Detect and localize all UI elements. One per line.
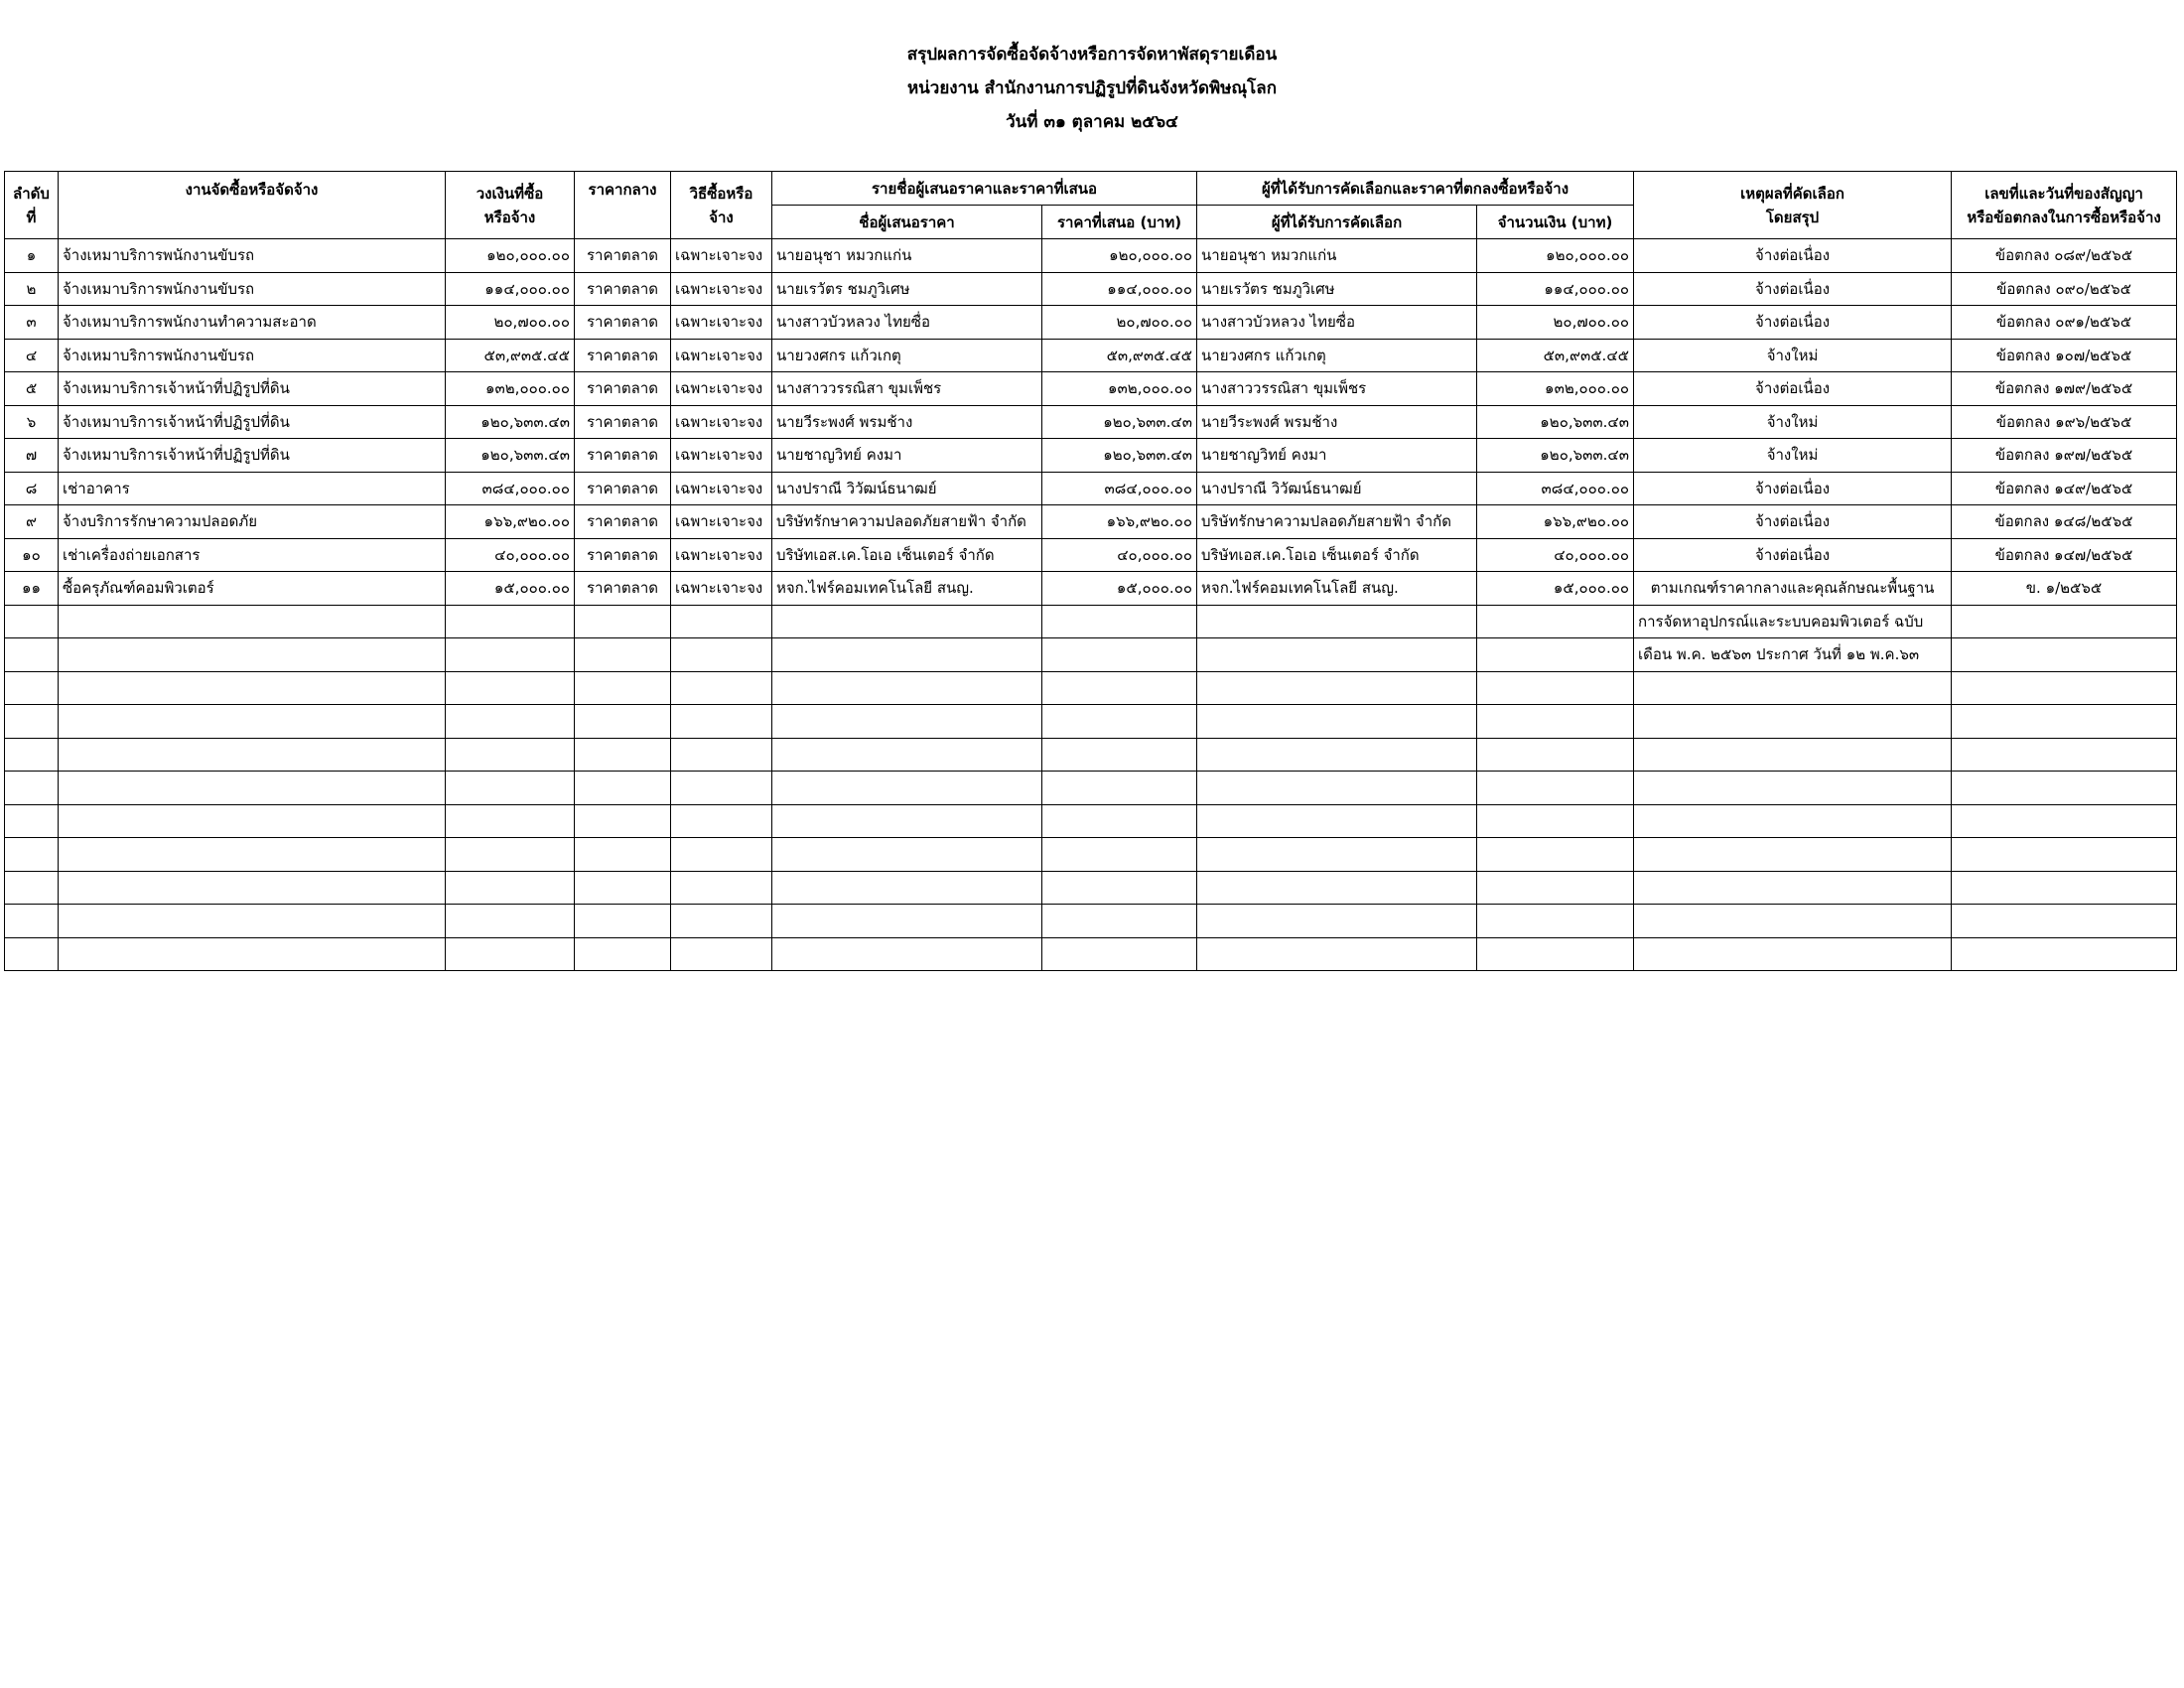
cell-amount: ๔๐,๐๐๐.๐๐ <box>1477 538 1634 572</box>
cell-median-price: ราคาตลาด <box>575 272 671 306</box>
cell-bid-price <box>1042 772 1197 805</box>
cell-contract: ข้อตกลง ๑๔๙/๒๕๖๕ <box>1952 472 2177 505</box>
cell-winner-name: นายวงศกร แก้วเกตุ <box>1197 339 1477 372</box>
cell-winner-name: นายเรวัตร ชมภูวิเศษ <box>1197 272 1477 306</box>
cell-amount: ๑๒๐,๖๓๓.๔๓ <box>1477 405 1634 439</box>
table-row <box>5 838 2177 872</box>
cell-median-price <box>575 605 671 638</box>
col-header-bid-price: ราคาที่เสนอ (บาท) <box>1042 206 1197 239</box>
cell-method: เฉพาะเจาะจง <box>671 306 772 340</box>
cell-contract <box>1952 772 2177 805</box>
col-header-median-price: ราคากลาง <box>575 172 671 239</box>
cell-amount <box>1477 937 1634 971</box>
cell-reason: จ้างใหม่ <box>1634 405 1952 439</box>
cell-bid-price: ๔๐,๐๐๐.๐๐ <box>1042 538 1197 572</box>
cell-method: เฉพาะเจาะจง <box>671 239 772 273</box>
cell-bidder-name: นายชาญวิทย์ คงมา <box>772 439 1042 473</box>
cell-bid-price <box>1042 671 1197 705</box>
cell-winner-name <box>1197 772 1477 805</box>
table-row <box>5 905 2177 938</box>
table-row <box>5 439 2177 473</box>
cell-median-price <box>575 638 671 672</box>
cell-median-price <box>575 871 671 905</box>
table-row <box>5 772 2177 805</box>
cell-bid-price <box>1042 871 1197 905</box>
cell-method: เฉพาะเจาะจง <box>671 439 772 473</box>
cell-bid-price: ๑๓๒,๐๐๐.๐๐ <box>1042 372 1197 406</box>
cell-median-price: ราคาตลาด <box>575 339 671 372</box>
cell-method: เฉพาะเจาะจง <box>671 372 772 406</box>
cell-no: ๔ <box>5 339 59 372</box>
cell-bidder-name: นายวีระพงศ์ พรมช้าง <box>772 405 1042 439</box>
cell-work <box>59 705 446 739</box>
cell-winner-name: บริษัทเอส.เค.โอเอ เซ็นเตอร์ จำกัด <box>1197 538 1477 572</box>
table-row <box>5 572 2177 606</box>
cell-budget <box>446 905 575 938</box>
col-header-winner-name: ผู้ที่ได้รับการคัดเลือก <box>1197 206 1477 239</box>
cell-budget <box>446 804 575 838</box>
cell-method: เฉพาะเจาะจง <box>671 538 772 572</box>
cell-bid-price: ๓๘๔,๐๐๐.๐๐ <box>1042 472 1197 505</box>
cell-winner-name <box>1197 638 1477 672</box>
cell-median-price: ราคาตลาด <box>575 505 671 539</box>
cell-budget: ๑๖๖,๙๒๐.๐๐ <box>446 505 575 539</box>
table-row <box>5 272 2177 306</box>
cell-no <box>5 871 59 905</box>
cell-reason <box>1634 937 1952 971</box>
cell-bidder-name <box>772 738 1042 772</box>
cell-bidder-name: นายวงศกร แก้วเกตุ <box>772 339 1042 372</box>
cell-winner-name: นายชาญวิทย์ คงมา <box>1197 439 1477 473</box>
cell-median-price: ราคาตลาด <box>575 472 671 505</box>
cell-reason: จ้างต่อเนื่อง <box>1634 505 1952 539</box>
table-row <box>5 472 2177 505</box>
cell-amount <box>1477 605 1634 638</box>
cell-contract: ข้อตกลง ๑๔๘/๒๕๖๕ <box>1952 505 2177 539</box>
cell-no: ๘ <box>5 472 59 505</box>
cell-reason: ตามเกณฑ์ราคากลางและคุณลักษณะพื้นฐาน <box>1634 572 1952 606</box>
cell-amount: ๑๑๔,๐๐๐.๐๐ <box>1477 272 1634 306</box>
col-header-method: วิธีซื้อหรือ จ้าง <box>671 172 772 239</box>
cell-amount <box>1477 838 1634 872</box>
cell-no: ๗ <box>5 439 59 473</box>
cell-bidder-name: นายอนุชา หมวกแก่น <box>772 239 1042 273</box>
cell-budget <box>446 937 575 971</box>
cell-method <box>671 738 772 772</box>
cell-work <box>59 671 446 705</box>
cell-no <box>5 605 59 638</box>
cell-contract <box>1952 905 2177 938</box>
cell-method: เฉพาะเจาะจง <box>671 505 772 539</box>
cell-work: จ้างเหมาบริการเจ้าหน้าที่ปฏิรูปที่ดิน <box>59 439 446 473</box>
cell-work <box>59 638 446 672</box>
cell-work <box>59 772 446 805</box>
table-row <box>5 937 2177 971</box>
cell-work <box>59 838 446 872</box>
cell-winner-name: หจก.ไฟร์คอมเทคโนโลยี สนญ. <box>1197 572 1477 606</box>
cell-no <box>5 838 59 872</box>
table-row <box>5 705 2177 739</box>
cell-budget: ๑๓๒,๐๐๐.๐๐ <box>446 372 575 406</box>
cell-bid-price <box>1042 804 1197 838</box>
cell-winner-name: นางสาววรรณิสา ขุมเพ็ชร <box>1197 372 1477 406</box>
cell-contract: ข้อตกลง ๐๙๑/๒๕๖๕ <box>1952 306 2177 340</box>
cell-bidder-name <box>772 605 1042 638</box>
cell-contract <box>1952 937 2177 971</box>
cell-winner-name: นางปราณี วิวัฒน์ธนาฒย์ <box>1197 472 1477 505</box>
cell-median-price: ราคาตลาด <box>575 405 671 439</box>
table-row <box>5 538 2177 572</box>
cell-budget: ๑๒๐,๐๐๐.๐๐ <box>446 239 575 273</box>
cell-bidder-name <box>772 905 1042 938</box>
cell-bid-price <box>1042 605 1197 638</box>
cell-winner-name <box>1197 905 1477 938</box>
cell-work: จ้างเหมาบริการพนักงานขับรถ <box>59 339 446 372</box>
cell-winner-name <box>1197 671 1477 705</box>
cell-amount <box>1477 772 1634 805</box>
table-row <box>5 372 2177 406</box>
cell-bid-price <box>1042 838 1197 872</box>
col-header-bidders-group: รายชื่อผู้เสนอราคาและราคาที่เสนอ <box>772 172 1197 206</box>
cell-reason: เดือน พ.ค. ๒๕๖๓ ประกาศ วันที่ ๑๒ พ.ค.๖๓ <box>1634 638 1952 672</box>
cell-method: เฉพาะเจาะจง <box>671 472 772 505</box>
table-header <box>5 172 2177 239</box>
cell-median-price: ราคาตลาด <box>575 439 671 473</box>
cell-no: ๑ <box>5 239 59 273</box>
table-row <box>5 605 2177 638</box>
cell-amount <box>1477 638 1634 672</box>
cell-no <box>5 937 59 971</box>
cell-budget <box>446 738 575 772</box>
cell-bid-price <box>1042 705 1197 739</box>
cell-median-price <box>575 905 671 938</box>
cell-winner-name: นายอนุชา หมวกแก่น <box>1197 239 1477 273</box>
cell-bidder-name <box>772 772 1042 805</box>
cell-median-price: ราคาตลาด <box>575 306 671 340</box>
cell-contract: ข้อตกลง ๐๘๙/๒๕๖๕ <box>1952 239 2177 273</box>
cell-work: จ้างบริการรักษาความปลอดภัย <box>59 505 446 539</box>
cell-reason: จ้างต่อเนื่อง <box>1634 372 1952 406</box>
cell-method <box>671 905 772 938</box>
cell-bid-price: ๑๖๖,๙๒๐.๐๐ <box>1042 505 1197 539</box>
cell-bid-price: ๕๓,๙๓๕.๔๕ <box>1042 339 1197 372</box>
cell-amount: ๓๘๔,๐๐๐.๐๐ <box>1477 472 1634 505</box>
col-header-winner-group: ผู้ที่ได้รับการคัดเลือกและราคาที่ตกลงซื้อหรือจ้าง <box>1197 172 1634 206</box>
cell-winner-name: นายวีระพงศ์ พรมช้าง <box>1197 405 1477 439</box>
cell-reason <box>1634 738 1952 772</box>
cell-bidder-name <box>772 804 1042 838</box>
cell-budget <box>446 871 575 905</box>
cell-reason <box>1634 804 1952 838</box>
cell-bidder-name <box>772 937 1042 971</box>
cell-contract: ข้อตกลง ๑๐๗/๒๕๖๕ <box>1952 339 2177 372</box>
cell-method <box>671 638 772 672</box>
col-header-budget: วงเงินที่ซื้อ หรือจ้าง <box>446 172 575 239</box>
cell-median-price <box>575 738 671 772</box>
table-row <box>5 804 2177 838</box>
agency-name: หน่วยงาน สำนักงานการปฏิรูปที่ดินจังหวัดพิษณุโลก <box>906 78 1278 98</box>
cell-work: ซื้อครุภัณฑ์คอมพิวเตอร์ <box>59 572 446 606</box>
table-row <box>5 671 2177 705</box>
table-row <box>5 871 2177 905</box>
cell-reason: จ้างต่อเนื่อง <box>1634 239 1952 273</box>
cell-method <box>671 838 772 872</box>
cell-contract: ข. ๑/๒๕๖๕ <box>1952 572 2177 606</box>
cell-contract <box>1952 838 2177 872</box>
cell-budget <box>446 838 575 872</box>
cell-bid-price <box>1042 905 1197 938</box>
cell-bid-price <box>1042 937 1197 971</box>
cell-contract: ข้อตกลง ๑๔๗/๒๕๖๕ <box>1952 538 2177 572</box>
cell-amount: ๑๒๐,๖๓๓.๔๓ <box>1477 439 1634 473</box>
cell-amount <box>1477 671 1634 705</box>
cell-method <box>671 772 772 805</box>
table-row <box>5 738 2177 772</box>
cell-median-price <box>575 772 671 805</box>
cell-reason <box>1634 671 1952 705</box>
document-title: สรุปผลการจัดซื้อจัดจ้างหรือการจัดหาพัสดุรายเดือน <box>906 45 1278 65</box>
cell-method <box>671 871 772 905</box>
cell-method: เฉพาะเจาะจง <box>671 272 772 306</box>
cell-amount <box>1477 804 1634 838</box>
cell-budget: ๑๕,๐๐๐.๐๐ <box>446 572 575 606</box>
cell-median-price <box>575 671 671 705</box>
cell-reason <box>1634 838 1952 872</box>
cell-method <box>671 671 772 705</box>
cell-budget: ๑๒๐,๖๓๓.๔๓ <box>446 439 575 473</box>
table-row <box>5 339 2177 372</box>
cell-contract <box>1952 705 2177 739</box>
table-row <box>5 239 2177 273</box>
cell-method <box>671 804 772 838</box>
cell-budget: ๕๓,๙๓๕.๔๕ <box>446 339 575 372</box>
cell-amount: ๑๒๐,๐๐๐.๐๐ <box>1477 239 1634 273</box>
cell-contract: ข้อตกลง ๑๙๖/๒๕๖๕ <box>1952 405 2177 439</box>
cell-bidder-name <box>772 705 1042 739</box>
cell-budget: ๑๑๔,๐๐๐.๐๐ <box>446 272 575 306</box>
cell-no <box>5 738 59 772</box>
cell-amount: ๕๓,๙๓๕.๔๕ <box>1477 339 1634 372</box>
col-header-reason: เหตุผลที่คัดเลือก โดยสรุป <box>1634 172 1952 239</box>
cell-bid-price: ๒๐,๗๐๐.๐๐ <box>1042 306 1197 340</box>
cell-median-price: ราคาตลาด <box>575 239 671 273</box>
cell-bid-price: ๑๕,๐๐๐.๐๐ <box>1042 572 1197 606</box>
cell-winner-name <box>1197 871 1477 905</box>
cell-budget: ๔๐,๐๐๐.๐๐ <box>446 538 575 572</box>
cell-median-price <box>575 838 671 872</box>
col-header-bidder-name: ชื่อผู้เสนอราคา <box>772 206 1042 239</box>
cell-contract: ข้อตกลง ๑๗๙/๒๕๖๕ <box>1952 372 2177 406</box>
cell-method <box>671 605 772 638</box>
cell-work: จ้างเหมาบริการเจ้าหน้าที่ปฏิรูปที่ดิน <box>59 405 446 439</box>
cell-median-price <box>575 705 671 739</box>
cell-amount <box>1477 738 1634 772</box>
cell-winner-name <box>1197 738 1477 772</box>
cell-budget <box>446 705 575 739</box>
cell-bidder-name: นางสาวบัวหลวง ไทยซื่อ <box>772 306 1042 340</box>
cell-bid-price <box>1042 738 1197 772</box>
cell-work <box>59 804 446 838</box>
cell-amount: ๒๐,๗๐๐.๐๐ <box>1477 306 1634 340</box>
cell-amount <box>1477 705 1634 739</box>
cell-bidder-name: บริษัทรักษาความปลอดภัยสายฟ้า จำกัด <box>772 505 1042 539</box>
cell-work <box>59 905 446 938</box>
cell-budget: ๒๐,๗๐๐.๐๐ <box>446 306 575 340</box>
cell-contract <box>1952 605 2177 638</box>
cell-budget <box>446 605 575 638</box>
cell-work: จ้างเหมาบริการเจ้าหน้าที่ปฏิรูปที่ดิน <box>59 372 446 406</box>
cell-amount <box>1477 871 1634 905</box>
cell-method <box>671 705 772 739</box>
cell-reason <box>1634 871 1952 905</box>
cell-no: ๒ <box>5 272 59 306</box>
cell-median-price: ราคาตลาด <box>575 572 671 606</box>
cell-bid-price: ๑๒๐,๖๓๓.๔๓ <box>1042 405 1197 439</box>
cell-contract <box>1952 804 2177 838</box>
cell-no <box>5 671 59 705</box>
cell-budget <box>446 638 575 672</box>
cell-contract: ข้อตกลง ๐๙๐/๒๕๖๕ <box>1952 272 2177 306</box>
cell-median-price <box>575 804 671 838</box>
cell-work <box>59 871 446 905</box>
cell-contract <box>1952 671 2177 705</box>
cell-reason: จ้างใหม่ <box>1634 439 1952 473</box>
cell-budget: ๑๒๐,๖๓๓.๔๓ <box>446 405 575 439</box>
cell-contract <box>1952 638 2177 672</box>
cell-no: ๓ <box>5 306 59 340</box>
cell-winner-name <box>1197 804 1477 838</box>
cell-reason: การจัดหาอุปกรณ์และระบบคอมพิวเตอร์ ฉบับ <box>1634 605 1952 638</box>
cell-no: ๙ <box>5 505 59 539</box>
cell-reason <box>1634 705 1952 739</box>
col-header-amount: จำนวนเงิน (บาท) <box>1477 206 1634 239</box>
cell-work: จ้างเหมาบริการพนักงานขับรถ <box>59 272 446 306</box>
cell-reason <box>1634 905 1952 938</box>
cell-bidder-name <box>772 671 1042 705</box>
cell-contract <box>1952 871 2177 905</box>
cell-no <box>5 905 59 938</box>
table-row <box>5 505 2177 539</box>
col-header-contract: เลขที่และวันที่ของสัญญา หรือข้อตกลงในการซื้อหรือจ้าง <box>1952 172 2177 239</box>
cell-reason: จ้างต่อเนื่อง <box>1634 272 1952 306</box>
cell-budget <box>446 671 575 705</box>
cell-bidder-name: นางสาววรรณิสา ขุมเพ็ชร <box>772 372 1042 406</box>
cell-work: จ้างเหมาบริการพนักงานขับรถ <box>59 239 446 273</box>
cell-winner-name <box>1197 838 1477 872</box>
cell-method <box>671 937 772 971</box>
cell-budget: ๓๘๔,๐๐๐.๐๐ <box>446 472 575 505</box>
cell-amount <box>1477 905 1634 938</box>
cell-budget <box>446 772 575 805</box>
cell-bid-price <box>1042 638 1197 672</box>
cell-winner-name: บริษัทรักษาความปลอดภัยสายฟ้า จำกัด <box>1197 505 1477 539</box>
table-row <box>5 638 2177 672</box>
cell-bidder-name <box>772 838 1042 872</box>
cell-bidder-name: บริษัทเอส.เค.โอเอ เซ็นเตอร์ จำกัด <box>772 538 1042 572</box>
cell-work <box>59 605 446 638</box>
cell-contract: ข้อตกลง ๑๙๗/๒๕๖๕ <box>1952 439 2177 473</box>
cell-no <box>5 804 59 838</box>
cell-work <box>59 738 446 772</box>
cell-work: เช่าอาคาร <box>59 472 446 505</box>
cell-no <box>5 772 59 805</box>
cell-winner-name <box>1197 605 1477 638</box>
cell-median-price <box>575 937 671 971</box>
cell-winner-name <box>1197 705 1477 739</box>
cell-bidder-name <box>772 638 1042 672</box>
col-header-no: ลำดับ ที่ <box>5 172 59 239</box>
cell-bid-price: ๑๑๔,๐๐๐.๐๐ <box>1042 272 1197 306</box>
cell-reason: จ้างใหม่ <box>1634 339 1952 372</box>
cell-method: เฉพาะเจาะจง <box>671 405 772 439</box>
cell-method: เฉพาะเจาะจง <box>671 339 772 372</box>
cell-reason: จ้างต่อเนื่อง <box>1634 538 1952 572</box>
cell-work <box>59 937 446 971</box>
cell-no: ๖ <box>5 405 59 439</box>
cell-winner-name <box>1197 937 1477 971</box>
cell-work: เช่าเครื่องถ่ายเอกสาร <box>59 538 446 572</box>
cell-reason: จ้างต่อเนื่อง <box>1634 472 1952 505</box>
cell-no: ๑๑ <box>5 572 59 606</box>
cell-median-price: ราคาตลาด <box>575 372 671 406</box>
report-date: วันที่ ๓๑ ตุลาคม ๒๕๖๔ <box>1006 112 1178 132</box>
cell-reason: จ้างต่อเนื่อง <box>1634 306 1952 340</box>
document-header <box>0 38 2184 139</box>
cell-winner-name: นางสาวบัวหลวง ไทยซื่อ <box>1197 306 1477 340</box>
cell-no <box>5 638 59 672</box>
cell-amount: ๑๖๖,๙๒๐.๐๐ <box>1477 505 1634 539</box>
cell-no: ๑๐ <box>5 538 59 572</box>
cell-bidder-name: นางปราณี วิวัฒน์ธนาฒย์ <box>772 472 1042 505</box>
cell-reason <box>1634 772 1952 805</box>
table-row <box>5 306 2177 340</box>
cell-amount: ๑๕,๐๐๐.๐๐ <box>1477 572 1634 606</box>
cell-no: ๕ <box>5 372 59 406</box>
cell-median-price: ราคาตลาด <box>575 538 671 572</box>
table-row <box>5 405 2177 439</box>
cell-method: เฉพาะเจาะจง <box>671 572 772 606</box>
cell-no <box>5 705 59 739</box>
cell-bidder-name: หจก.ไฟร์คอมเทคโนโลยี สนญ. <box>772 572 1042 606</box>
cell-amount: ๑๓๒,๐๐๐.๐๐ <box>1477 372 1634 406</box>
cell-work: จ้างเหมาบริการพนักงานทำความสะอาด <box>59 306 446 340</box>
cell-bid-price: ๑๒๐,๖๓๓.๔๓ <box>1042 439 1197 473</box>
col-header-work: งานจัดซื้อหรือจัดจ้าง <box>59 172 446 239</box>
table-body <box>5 239 2177 971</box>
cell-bidder-name <box>772 871 1042 905</box>
cell-bidder-name: นายเรวัตร ชมภูวิเศษ <box>772 272 1042 306</box>
cell-contract <box>1952 738 2177 772</box>
procurement-table <box>4 171 2177 971</box>
cell-bid-price: ๑๒๐,๐๐๐.๐๐ <box>1042 239 1197 273</box>
